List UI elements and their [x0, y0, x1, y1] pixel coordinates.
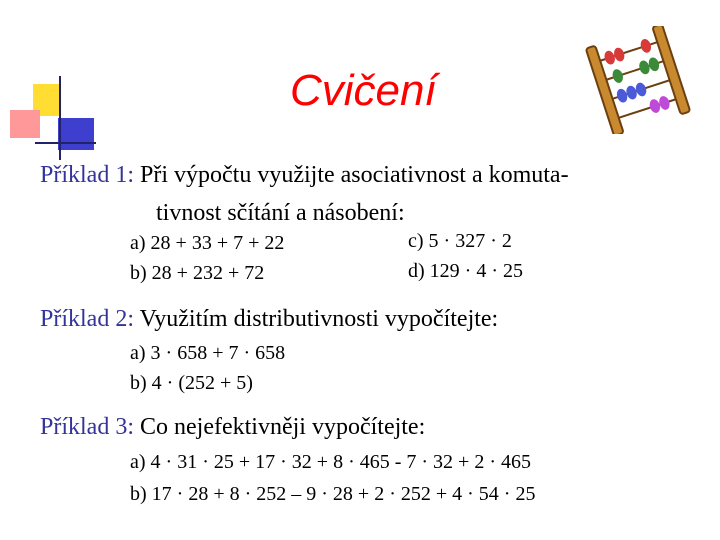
example2-text: Využitím distributivnosti vypočítejte:: [139, 306, 499, 332]
abacus-icon: [578, 26, 698, 134]
example1-text-line2: tivnost sčítání a násobení:: [156, 200, 405, 226]
example2-item-a: a) 3 · 658 + 7 · 658: [130, 342, 286, 364]
example3-text: Co nejefektivněji vypočítejte:: [140, 414, 426, 440]
example3-item-a: a) 4 · 31 · 25 + 17 · 32 + 8 · 465 - 7 · 32 + 2 · 465: [130, 451, 531, 473]
example3-label: Příklad 3:: [40, 414, 134, 440]
example2-line: [40, 306, 498, 333]
example1-line1: [40, 162, 569, 189]
example1-item-a: a) 28 + 33 + 7 + 22: [130, 232, 285, 254]
example1-text-line1: Při výpočtu využijte asociativnost a komuta-: [140, 162, 569, 188]
example2-item-b: b) 4 · (252 + 5): [130, 372, 253, 394]
example3-line: [40, 414, 425, 441]
example1-item-b: b) 28 + 232 + 72: [130, 262, 265, 284]
example3-item-b: b) 17 · 28 + 8 · 252 – 9 · 28 + 2 · 252 + 4 · 54 · 25: [130, 483, 536, 505]
example1-item-c: c) 5 · 327 · 2: [408, 230, 512, 252]
example2-label: Příklad 2:: [40, 306, 134, 332]
example1-label: Příklad 1:: [40, 162, 134, 188]
decorative-squares-graphic: [0, 0, 110, 170]
slide-title: Cvičení: [290, 66, 437, 115]
example1-item-d: d) 129 · 4 · 25: [408, 260, 523, 282]
